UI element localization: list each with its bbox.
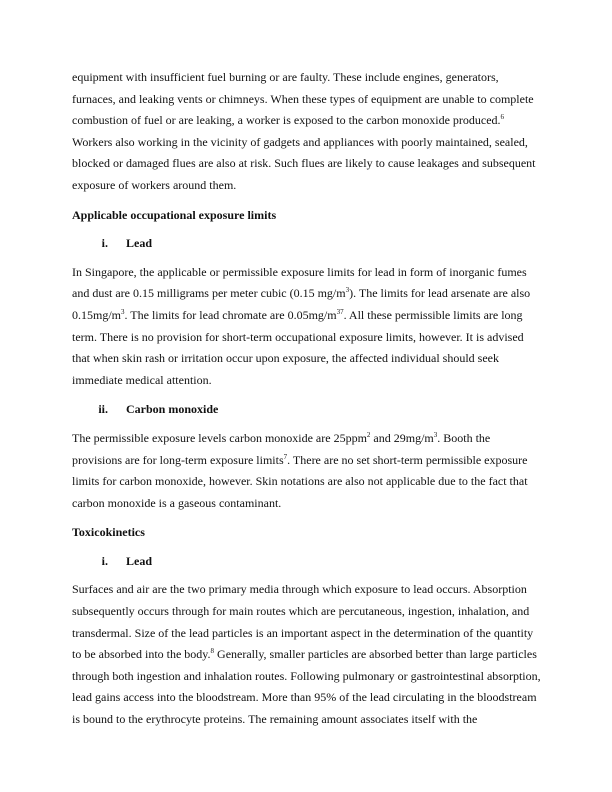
- superscript: 37: [336, 307, 344, 316]
- footnote-ref: 7: [283, 452, 288, 461]
- list-item-carbon-monoxide: [72, 399, 542, 421]
- superscript: 2: [366, 430, 371, 439]
- document-body: [72, 67, 542, 739]
- heading-toxicokinetics: Toxicokinetics: [72, 525, 145, 540]
- heading-exposure-limits: Applicable occupational exposure limits: [72, 207, 277, 222]
- list-label: Lead: [126, 236, 153, 251]
- footnote-ref: 6: [500, 113, 505, 122]
- paragraph-co-sources: equipment with insufficient fuel burning or are faulty. These include engines, generators, furnaces, and leaking vents or chimneys. When these types of equipment are unable to complete combustion of fuel or are leaking, a worker is exposed to the carbon monoxide produced.$^6$ Workers also working in the vicinity of gadgets and appliances with poorly maintained, sealed, blocked or damaged flues are also at risk. Such flues are likely to cause leakages and subsequent exposure of workers around them.: [72, 70, 536, 192]
- paragraph-lead-limits: In Singapore, the applicable or permissible exposure limits for lead in form of inorganic fumes and dust are 0.15 milligrams per meter cubic (0.15 $mg/m^3$). The limits for lead arsenate are also $0.15mg/m^3$. The limits for lead chromate are $0.05mg/m^{37}$. All these permissible limits are long term. There is no provision for short-term occupational exposure limits, however. It is advised that when skin rash or irritation occur upon exposure, the affected individual should seek immediate medical attention.: [72, 264, 531, 387]
- superscript: 3: [345, 286, 350, 295]
- list-item-lead-toxicokinetics: [72, 551, 542, 573]
- superscript: 3: [121, 307, 125, 316]
- paragraph-co-limits: The permissible exposure levels carbon monoxide are 25ppm$^2$ and $29mg/m^3$. Booth the provisions are for long-term exposure limits$^7$. There are no set short-term permissible exposure limits for carbon monoxide, however. Skin notations are also not applicable due to the fact that carbon monoxide is a gaseous contaminant.: [72, 430, 528, 510]
- list-number: i.: [101, 553, 108, 568]
- list-number: ii.: [98, 402, 108, 417]
- list-label: Carbon monoxide: [126, 402, 219, 417]
- list-number: i.: [101, 236, 108, 251]
- list-item-lead: [72, 233, 542, 255]
- footnote-ref: 8: [210, 647, 215, 656]
- superscript: 3: [433, 430, 438, 439]
- list-label: Lead: [126, 553, 153, 568]
- paragraph-lead-absorption: Surfaces and air are the two primary media through which exposure to lead occurs. Absorption subsequently occurs through for main routes which are percutaneous, ingestion, inhalation, and transdermal. Size of the lead particles is an important aspect in the determination of the quantity to be absorbed into the body.$^8$ Generally, smaller particles are absorbed better than large particles through both ingestion and inhalation routes. Following pulmonary or gastrointestinal absorption, lead gains access into the bloodstream. More than 95% of the lead circulating in the bloodstream is bound to the erythrocyte proteins. The remaining amount associates itself with the: [72, 582, 541, 727]
